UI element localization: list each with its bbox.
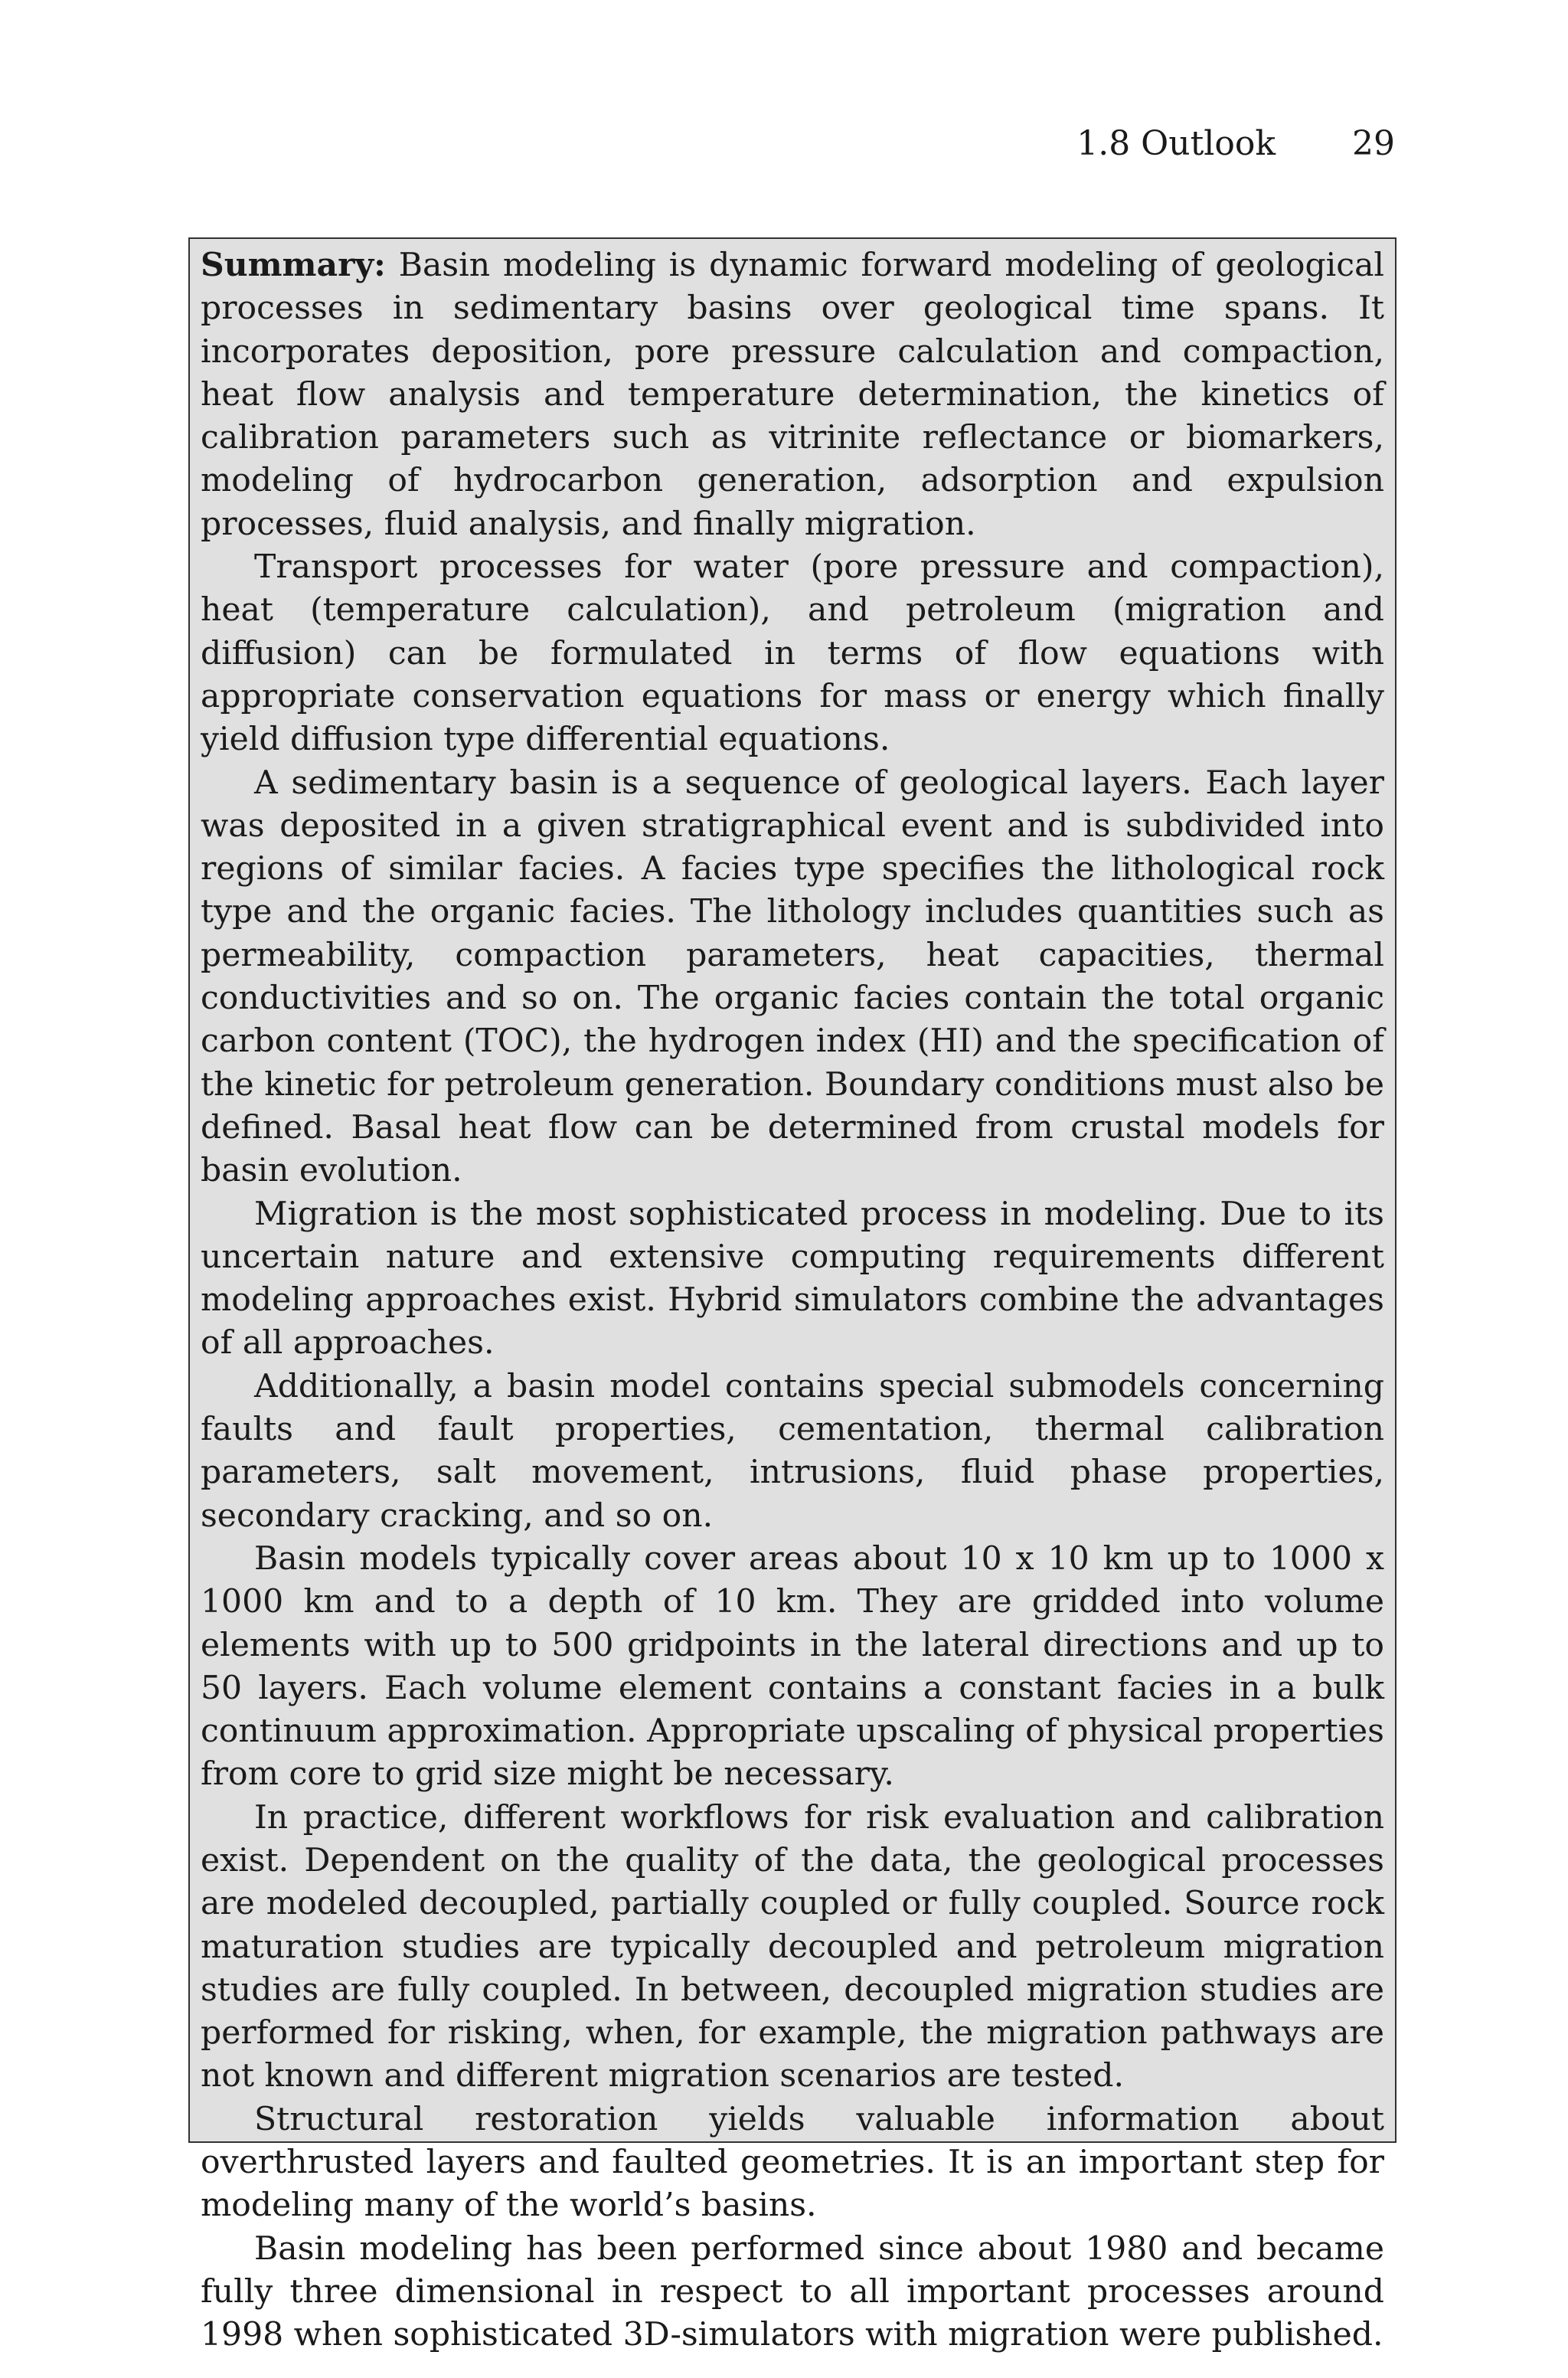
summary-paragraph-4: Migration is the most sophisticated process in modeling. Due to its uncertain nature and extensive computing requirements different modeling approaches exist. Hybrid simulators combine the advantages of all approaches. bbox=[201, 1195, 1384, 1362]
summary-paragraph-2: Transport processes for water (pore pressure and compaction), heat (temperature calculation), and petroleum (migration and diffusion) can be formulated in terms of flow equations with appropriate conservation equations for mass or energy which finally yield diffusion type differential equations. bbox=[201, 548, 1384, 759]
summary-paragraph-8: Structural restoration yields valuable information about overthrusted layers and faulted geometries. It is an important step for modeling many of the world’s basins. bbox=[201, 2100, 1384, 2225]
summary-paragraph-7: In practice, different workflows for risk evaluation and calibration exist. Dependent on the quality of the data, the geological processes are modeled decoupled, partially coupled or fully coupled. Source rock maturation studies are typically decoupled and petroleum migration studies are fully coupled. In between, decoupled migration studies are performed for risking, when, for example, the migration pathways are not known and different migration scenarios are tested. bbox=[201, 1798, 1384, 2095]
summary-label: Summary: bbox=[201, 246, 386, 284]
page-number: 29 bbox=[1352, 124, 1395, 163]
summary-paragraph-5: Additionally, a basin model contains special submodels concerning faults and fault properties, cementation, thermal calibration parameters, salt movement, intrusions, fluid phase properties, secondary cracking, and so on. bbox=[201, 1367, 1384, 1535]
summary-paragraph-1 bbox=[201, 244, 1384, 546]
summary-paragraph-9: Basin modeling has been performed since about 1980 and became fully three dimensional in respect to all important processes around 1998 when sophisticated 3D-simulators with migration were published. bbox=[201, 2229, 1384, 2354]
running-header bbox=[1076, 123, 1395, 165]
summary-paragraph-6: Basin models typically cover areas about 10 x 10 km up to 1000 x 1000 km and to a depth of 10 km. They are gridded into volume elements with up to 500 gridpoints in the lateral directions and up to 50 layers. Each volume element contains a constant facies in a bulk continuum approximation. Appropriate upscaling of physical properties from core to grid size might be necessary. bbox=[201, 1539, 1384, 1794]
summary-box bbox=[188, 237, 1396, 2354]
section-title: 1.8 Outlook bbox=[1076, 124, 1276, 163]
summary-paragraph-3: A sedimentary basin is a sequence of geological layers. Each layer was deposited in a given stratigraphical event and is subdivided into regions of similar facies. A facies type specifies the lithological rock type and the organic facies. The lithology includes quantities such as permeability, compaction parameters, heat capacities, thermal conductivities and so on. The organic facies contain the total organic carbon content (TOC), the hydrogen index (HI) and the specification of the kinetic for petroleum generation. Boundary conditions must also be defined. Basal heat flow can be determined from crustal models for basin evolution. bbox=[201, 764, 1384, 1190]
summary-lead-text: Basin modeling is dynamic forward modeling of geological processes in sedimentary basins over geological time spans. It incorporates deposition, pore pressure calculation and compaction, heat flow analysis and temperature determination, the kinetics of calibration parameters such as vitrinite reflectance or biomarkers, modeling of hydrocarbon generation, adsorption and expulsion processes, fluid analysis, and finally migration. bbox=[201, 247, 1385, 543]
